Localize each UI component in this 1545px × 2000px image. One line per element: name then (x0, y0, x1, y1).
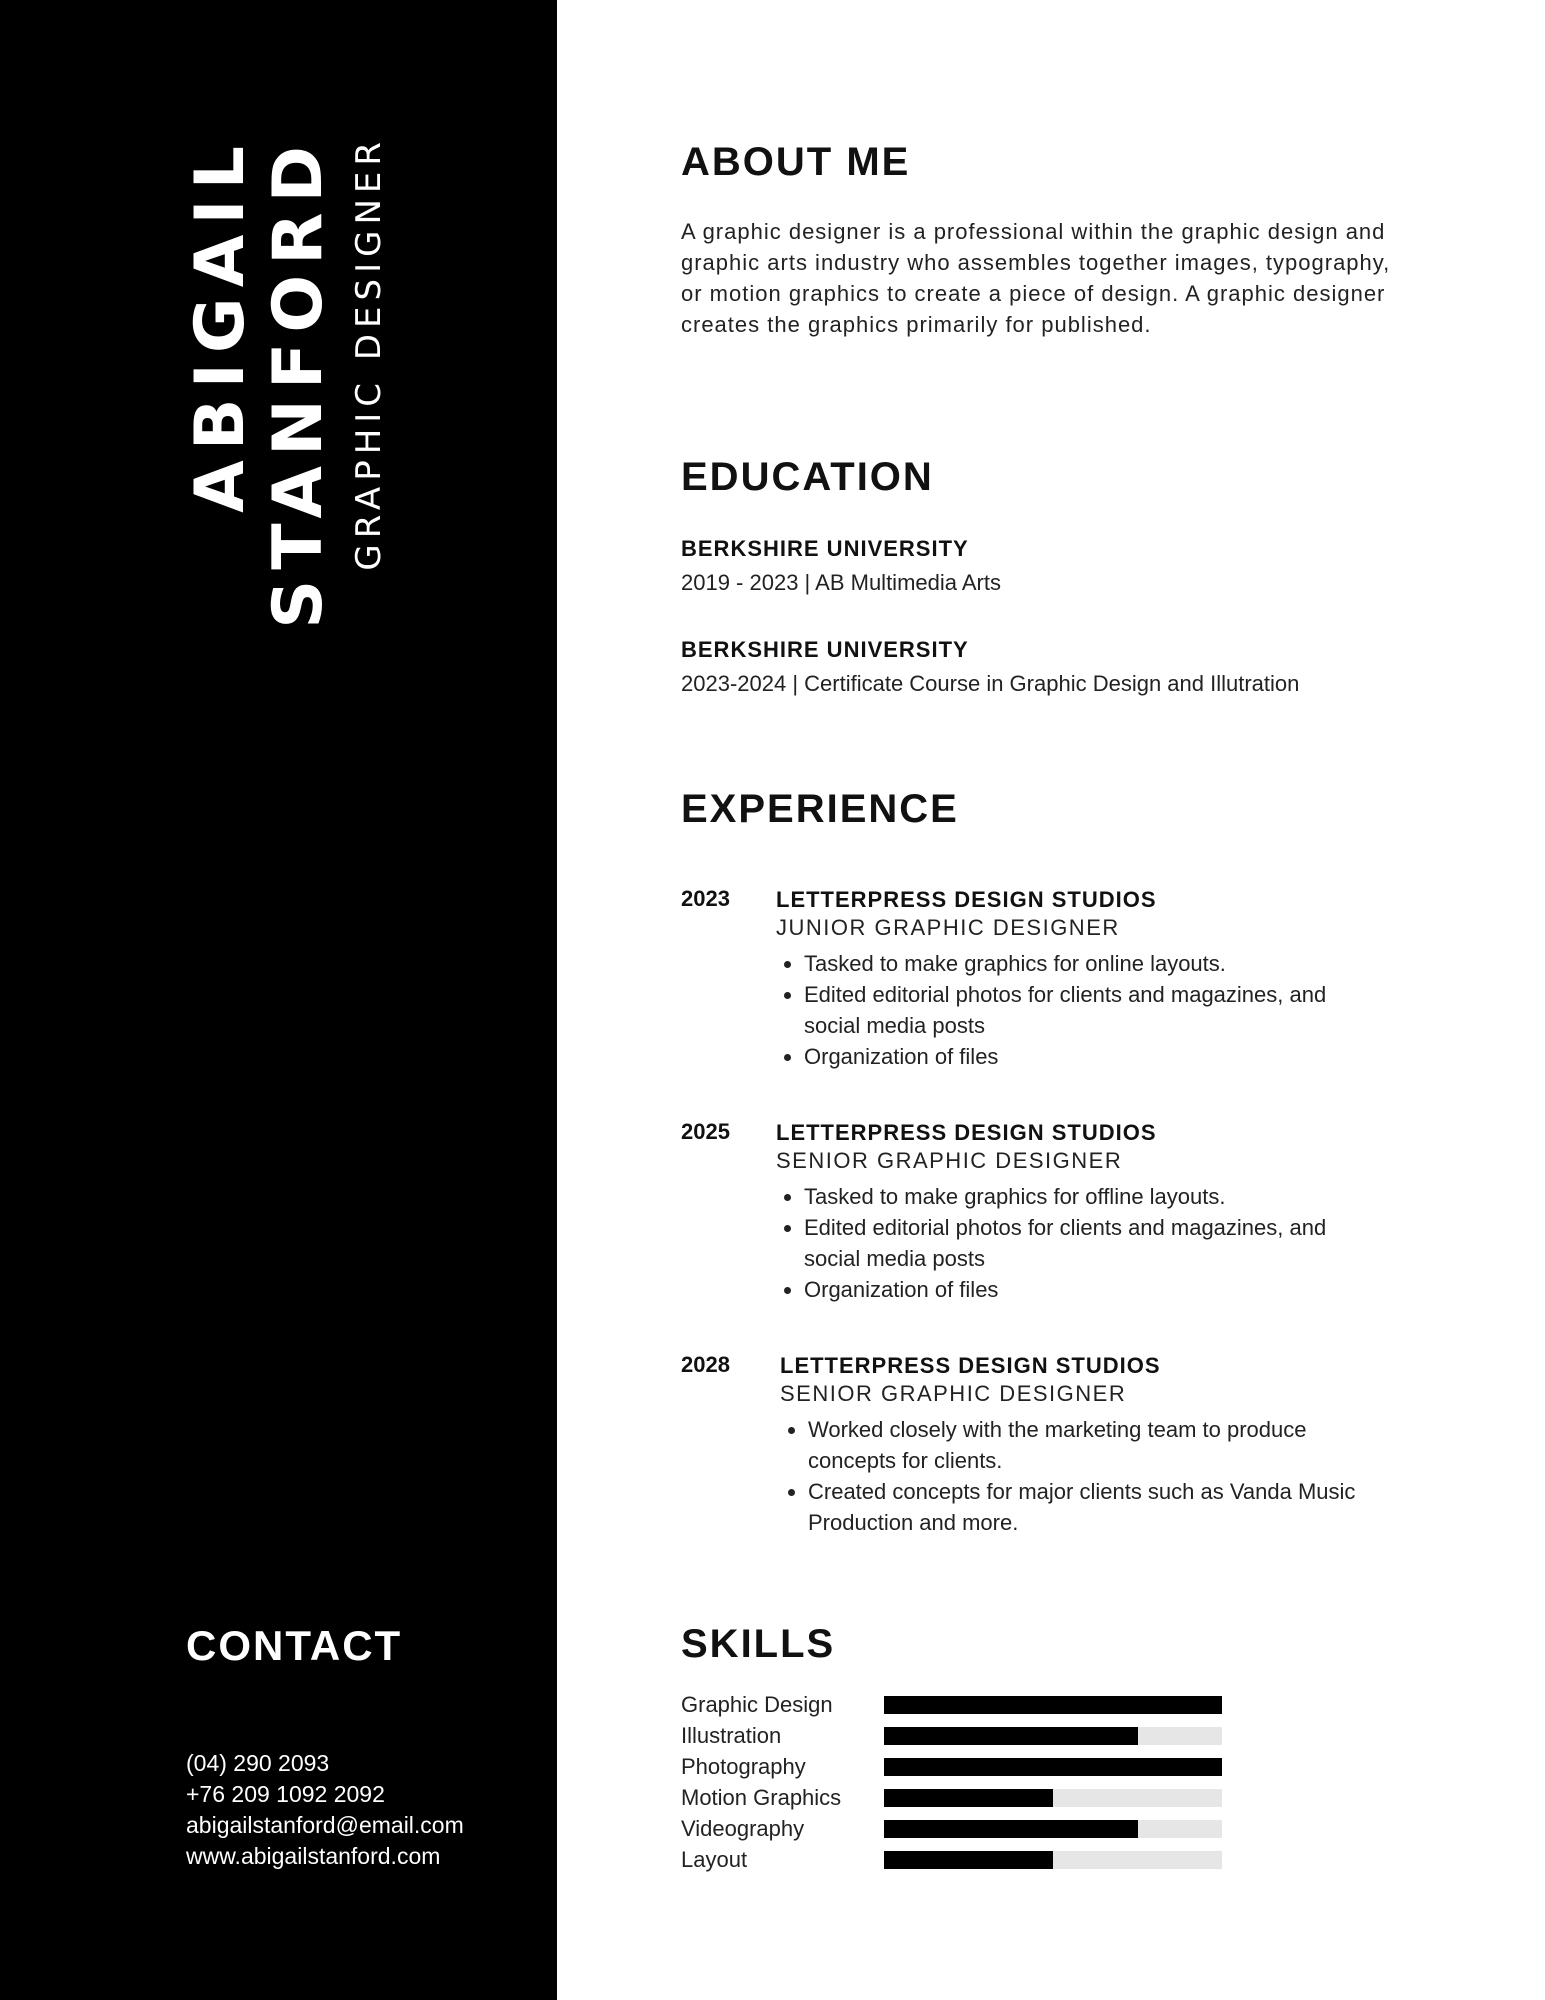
skill-bar-fill (884, 1851, 1053, 1869)
contact-title: CONTACT (186, 1622, 403, 1669)
experience-position: SENIOR GRAPHIC DESIGNER (776, 1148, 1123, 1173)
education-detail: 2019 - 2023 | AB Multimedia Arts (681, 570, 1001, 595)
skill-name: Motion Graphics (681, 1785, 842, 1810)
experience-year: 2025 (681, 1119, 730, 1144)
skill-bar (884, 1758, 1222, 1776)
education-detail: 2023-2024 | Certificate Course in Graphic Design and Illutration (681, 671, 1300, 696)
experience-bullets (780, 1414, 1383, 1538)
experience-bullets (776, 948, 1364, 1072)
experience-company: LETTERPRESS DESIGN STUDIOS (776, 1120, 1157, 1145)
contact-website[interactable]: www.abigailstanford.com (186, 1843, 441, 1869)
skill-name: Videography (681, 1816, 805, 1841)
contact-email[interactable]: abigailstanford@email.com (186, 1812, 464, 1838)
skill-bar-fill (884, 1820, 1138, 1838)
skill-bar-fill (884, 1789, 1053, 1807)
sidebar (0, 0, 557, 2000)
skill-name: Graphic Design (681, 1692, 833, 1717)
skill-bar (884, 1696, 1222, 1714)
experience-bullet: • Created concepts for major clients such as Vanda Music Production and more. (808, 1476, 1383, 1538)
skill-name: Layout (681, 1847, 748, 1872)
education-school: BERKSHIRE UNIVERSITY (681, 536, 969, 561)
job-role: GRAPHIC DESIGNER (349, 136, 389, 571)
education-school: BERKSHIRE UNIVERSITY (681, 637, 969, 662)
experience-bullet: • Edited editorial photos for clients and magazines, and social media posts (804, 979, 1364, 1041)
name-block (182, 136, 422, 646)
last-name: STANFORD (259, 136, 338, 629)
experience-company: LETTERPRESS DESIGN STUDIOS (776, 887, 1157, 912)
experience-bullet: • Organization of files (804, 1274, 1364, 1305)
experience-position: JUNIOR GRAPHIC DESIGNER (776, 915, 1120, 940)
experience-bullet: • Organization of files (804, 1041, 1364, 1072)
skill-bar-fill (884, 1696, 1222, 1714)
experience-bullets (776, 1181, 1364, 1305)
skill-bar (884, 1789, 1222, 1807)
skill-bar (884, 1820, 1222, 1838)
contact-phone: (04) 290 2093 (186, 1750, 330, 1776)
first-name: ABIGAIL (181, 136, 260, 513)
experience-title: EXPERIENCE (681, 787, 959, 831)
education-item (681, 637, 1299, 697)
education-title: EDUCATION (681, 455, 934, 499)
contact-list (186, 1748, 464, 1872)
skill-name: Photography (681, 1754, 806, 1779)
experience-bullet: • Tasked to make graphics for online layouts. (804, 948, 1364, 979)
experience-bullet: • Edited editorial photos for clients and magazines, and social media posts (804, 1212, 1364, 1274)
experience-year: 2028 (681, 1352, 730, 1377)
skill-name: Illustration (681, 1723, 782, 1748)
experience-position: SENIOR GRAPHIC DESIGNER (780, 1381, 1127, 1406)
experience-bullet: • Tasked to make graphics for offline layouts. (804, 1181, 1364, 1212)
skill-bar (884, 1727, 1222, 1745)
skill-bar (884, 1851, 1222, 1869)
about-title: ABOUT ME (681, 140, 911, 184)
about-text: A graphic designer is a professional within the graphic design and graphic arts industry who assembles together images, typography, or motion graphics to create a piece of design. A graphic designer creates the graphics primarily for published. (681, 219, 1391, 337)
experience-bullet: • Worked closely with the marketing team to produce concepts for clients. (808, 1414, 1383, 1476)
education-item (681, 536, 1001, 596)
skill-bar-fill (884, 1727, 1138, 1745)
experience-company: LETTERPRESS DESIGN STUDIOS (780, 1353, 1161, 1378)
skill-bar-fill (884, 1758, 1222, 1776)
contact-mobile: +76 209 1092 2092 (186, 1781, 385, 1807)
skills-title: SKILLS (681, 1622, 836, 1666)
experience-year: 2023 (681, 886, 730, 911)
